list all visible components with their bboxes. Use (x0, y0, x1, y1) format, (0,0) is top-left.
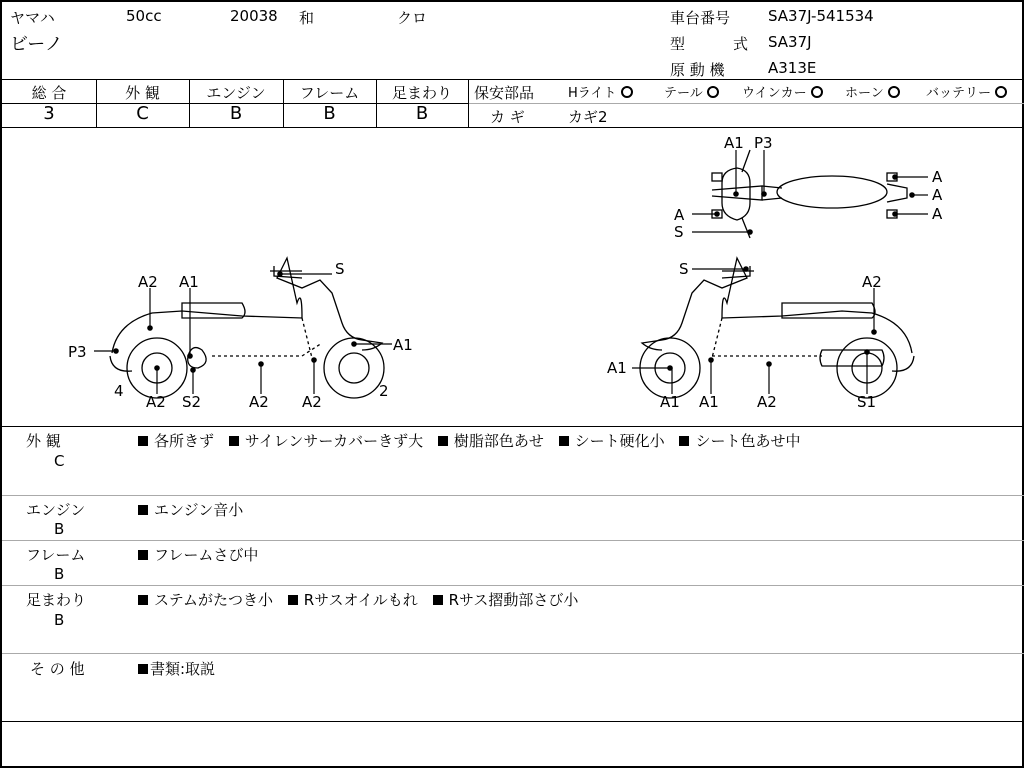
note-engine-grade: B (54, 520, 65, 538)
engine-label: エンジン (206, 84, 266, 102)
bullet-square-icon (138, 664, 148, 674)
note-engine-items (138, 499, 253, 520)
key-label: カ ギ (490, 108, 525, 126)
label-right-a1-bottom-1: A1 (660, 393, 680, 411)
lot-number: 20038 (230, 7, 278, 25)
type-label: 型 式 (670, 35, 749, 53)
note-suspension-label: 足まわり (26, 591, 87, 609)
note-item: シート硬化小 (559, 432, 665, 450)
note-suspension-items (138, 589, 588, 610)
frame-no-value: SA37J-541534 (768, 7, 874, 25)
label-right-a1-left: A1 (607, 359, 627, 377)
frame-label: フレーム (299, 84, 360, 102)
label-right-a2-top: A2 (862, 273, 882, 291)
note-suspension-grade: B (54, 611, 65, 629)
note-other-label: そ の 他 (30, 660, 85, 678)
note-item: 書類:取説 (138, 660, 215, 678)
bullet-square-icon (138, 595, 148, 605)
bullet-square-icon (679, 436, 689, 446)
note-engine-label: エンジン (26, 501, 86, 519)
label-right-a1-bottom-2: A1 (699, 393, 719, 411)
frame-no-label: 車台番号 (670, 9, 731, 27)
label-left-a1-top: A1 (179, 273, 199, 291)
label-left-a2-top: A2 (138, 273, 158, 291)
note-exterior-grade: C (54, 452, 65, 470)
ok-circle-icon (707, 86, 719, 98)
label-left-a2-bottom-2: A2 (249, 393, 269, 411)
note-item: サイレンサーカバーきず大 (229, 432, 423, 450)
note-frame-items (138, 544, 268, 565)
color: クロ (397, 9, 428, 27)
divider (2, 540, 1024, 541)
label-top-s: S (674, 223, 684, 241)
safety-item-winker: ウインカー (742, 82, 823, 101)
note-item: フレームさび中 (138, 546, 258, 564)
label-left-4: 4 (114, 382, 124, 400)
label-right-s: S (679, 260, 689, 278)
divider (2, 721, 1024, 722)
key-value: カギ2 (568, 108, 608, 126)
ok-circle-icon (995, 86, 1007, 98)
overall-value: 3 (43, 103, 55, 124)
engine-value: B (229, 103, 243, 124)
mark: 和 (299, 9, 315, 27)
label-right-a2-bottom: A2 (757, 393, 777, 411)
note-item: 樹脂部色あせ (438, 432, 544, 450)
maker: ヤマハ (10, 9, 55, 27)
bullet-square-icon (288, 595, 298, 605)
safety-item-headlight: Hライト (568, 82, 633, 101)
label-top-a-left: A (674, 206, 685, 224)
safety-item-horn: ホーン (845, 82, 900, 101)
displacement: 50cc (126, 7, 162, 25)
label-top-a1: A1 (724, 134, 744, 152)
safety-item-battery: バッテリー (926, 82, 1007, 101)
label-top-a-1: A (932, 168, 943, 186)
engine-model-value: A313E (768, 59, 817, 77)
overall-label: 総 合 (31, 84, 67, 102)
safety-label: 保安部品 (474, 84, 535, 102)
scooter-damage-diagram (2, 128, 1022, 426)
bullet-square-icon (438, 436, 448, 446)
divider (468, 79, 469, 127)
label-left-2: 2 (379, 382, 389, 400)
note-item: Rサス摺動部さび小 (433, 591, 579, 609)
frame-value: B (323, 103, 336, 124)
bullet-square-icon (433, 595, 443, 605)
type-value: SA37J (768, 33, 812, 51)
note-item: エンジン音小 (138, 501, 243, 519)
divider (2, 79, 1024, 80)
note-frame-grade: B (54, 565, 65, 583)
engine-model-label: 原 動 機 (670, 61, 725, 79)
note-frame-label: フレーム (26, 546, 86, 564)
exterior-value: C (136, 103, 149, 124)
note-item: 各所きず (138, 432, 214, 450)
bullet-square-icon (229, 436, 239, 446)
note-exterior-label: 外 観 (26, 432, 61, 450)
note-other-items (138, 658, 225, 679)
divider (2, 653, 1024, 654)
divider (2, 426, 1024, 427)
suspension-value: B (415, 103, 429, 124)
bullet-square-icon (138, 550, 148, 560)
scooter-top-view (712, 150, 907, 238)
note-item: Rサスオイルもれ (288, 591, 418, 609)
label-left-a1-right: A1 (393, 336, 413, 354)
label-right-s1: S1 (857, 393, 877, 411)
safety-item-tail: テール (664, 82, 719, 101)
ok-circle-icon (811, 86, 823, 98)
label-top-a-3: A (932, 205, 943, 223)
label-left-a2-bottom-1: A2 (146, 393, 166, 411)
bullet-square-icon (138, 436, 148, 446)
label-top-a-2: A (932, 186, 943, 204)
ok-circle-icon (621, 86, 633, 98)
suspension-label: 足まわり (391, 84, 452, 102)
exterior-label: 外 観 (125, 84, 160, 102)
label-top-p3: P3 (754, 134, 773, 152)
note-item: ステムがたつき小 (138, 591, 273, 609)
note-item: シート色あせ中 (679, 432, 800, 450)
model-name: ビーノ (10, 34, 63, 55)
label-left-s: S (335, 260, 345, 278)
note-exterior-items (138, 430, 810, 451)
label-left-s2: S2 (182, 393, 202, 411)
label-left-a2-bottom-3: A2 (302, 393, 322, 411)
divider (2, 585, 1024, 586)
ok-circle-icon (888, 86, 900, 98)
bullet-square-icon (559, 436, 569, 446)
divider (468, 103, 1024, 104)
bullet-square-icon (138, 505, 148, 515)
label-left-p3: P3 (68, 343, 87, 361)
divider (2, 495, 1024, 496)
